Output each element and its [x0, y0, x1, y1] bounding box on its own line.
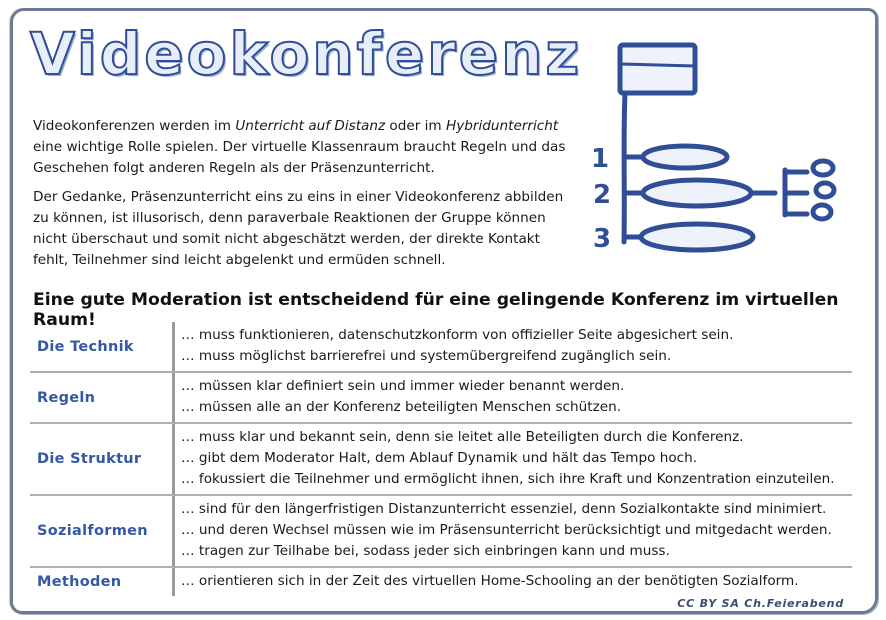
headline: Eine gute Moderation ist entscheidend für eine gelingende Konferenz im virtuellen Raum! — [33, 290, 839, 330]
moderation-table — [30, 322, 852, 596]
row-content — [172, 568, 852, 596]
diagram-number-2: 2 — [593, 180, 612, 210]
table-row-technik — [30, 322, 852, 373]
row-content — [172, 322, 852, 371]
row-line: … und deren Wechsel müssen wie im Präsensunterricht berücksichtigt und mitgedacht werden. — [181, 522, 832, 538]
row-line: … müssen klar definiert sein und immer wieder benannt werden. — [181, 378, 625, 394]
intro-text-segment: oder im — [385, 118, 446, 134]
diagram-number-1: 1 — [591, 144, 610, 174]
row-line: … tragen zur Teilhabe bei, sodass jeder sich einbringen kann und muss. — [181, 543, 670, 559]
row-line: … muss funktionieren, datenschutzkonform von offizieller Seite abgesichert sein. — [181, 327, 734, 343]
intro-text-segment: Videokonferenzen werden im — [33, 118, 236, 134]
row-label: Die Struktur — [37, 451, 142, 467]
diagram-number-3: 3 — [593, 224, 612, 254]
intro-text-segment: eine wichtige Rolle spielen. Der virtuelle Klassenraum braucht Regeln und das Geschehen folgt anderen Regeln als der Präsenzunterricht. — [33, 139, 566, 176]
license-credit: CC BY SA Ch.Feierabend — [671, 597, 850, 610]
row-line: … orientieren sich in der Zeit des virtuellen Home-Schooling an der benötigten Sozialform. — [181, 573, 799, 589]
row-label: Regeln — [37, 389, 96, 406]
row-label: Die Technik — [37, 338, 134, 355]
row-content — [172, 373, 852, 422]
table-row-methoden — [30, 568, 852, 596]
row-line: … muss klar und bekannt sein, denn sie leitet alle Beteiligten durch die Konferenz. — [181, 429, 744, 445]
row-content — [172, 424, 852, 494]
table-row-struktur — [30, 424, 852, 496]
table-row-regeln — [30, 373, 852, 424]
row-line: … muss möglichst barrierefrei und systemübergreifend zugänglich sein. — [181, 348, 672, 364]
row-line: … müssen alle an der Konferenz beteiligten Menschen schützen. — [181, 399, 622, 415]
row-label: Methoden — [37, 574, 122, 590]
intro-emphasis: Unterricht auf Distanz — [235, 118, 386, 134]
intro-paragraph-2: Der Gedanke, Präsenzunterricht eins zu eins in einer Videokonferenz abbilden zu können, ist illusorisch, denn paraverbale Reaktionen der Gruppe können nicht überschaut und somit nicht abgeschätzt werden, der direkte Kontakt fehlt, Teilnehmer sind leicht abgelenkt und ermüden schnell. — [33, 189, 564, 268]
row-line: … gibt dem Moderator Halt, dem Ablauf Dynamik und hält das Tempo hoch. — [181, 450, 698, 466]
row-line: … fokussiert die Teilnehmer und ermöglicht ihnen, sich ihre Kraft und Konzentration einzuteilen. — [181, 471, 835, 487]
structure-diagram-icon — [585, 30, 865, 260]
row-line: … sind für den längerfristigen Distanzunterricht essenziel, denn Sozialkontakte sind minimiert. — [181, 501, 827, 517]
row-content — [172, 496, 852, 566]
intro-paragraph-1 — [33, 116, 578, 179]
page-title: Videokonferenz — [30, 20, 583, 88]
intro-text — [33, 116, 578, 279]
row-label: Sozialformen — [37, 523, 148, 539]
intro-emphasis: Hybridunterricht — [446, 118, 559, 134]
table-row-sozialformen — [30, 496, 852, 568]
